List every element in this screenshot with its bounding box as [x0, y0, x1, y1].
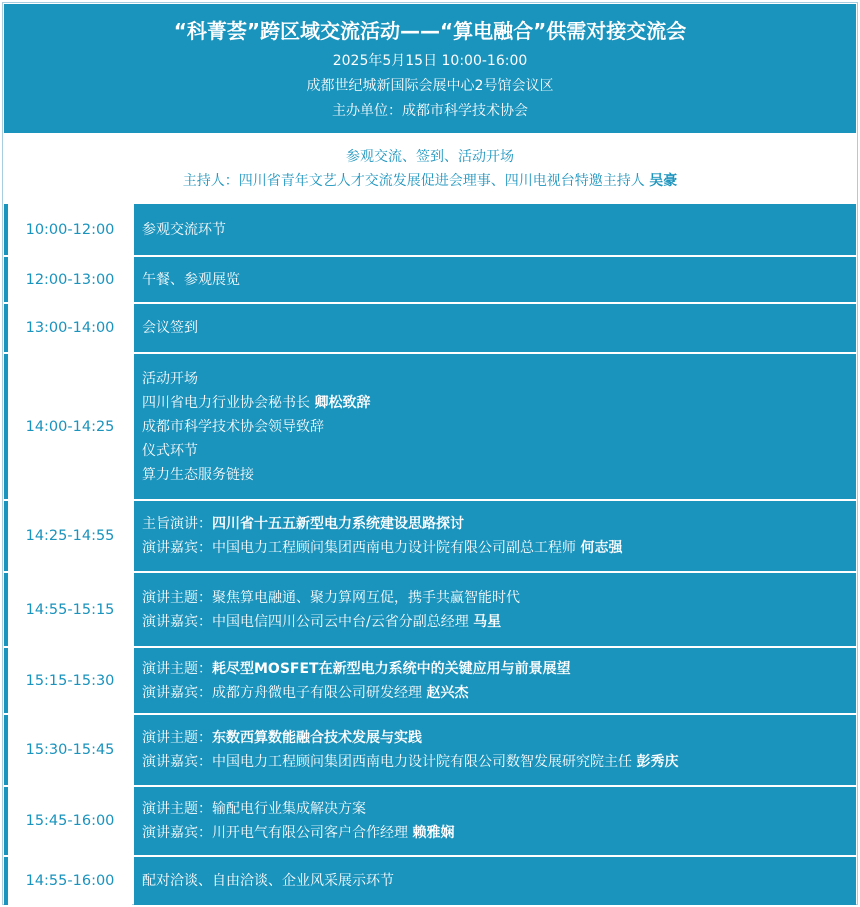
content-cell	[134, 573, 856, 646]
content-line	[142, 316, 856, 340]
content-text: 演讲主题：	[142, 660, 212, 677]
content-highlight: 四川省十五五新型电力系统建设思路探讨	[212, 516, 464, 532]
event-header	[4, 4, 856, 133]
content-highlight: 赖雅娴	[412, 825, 455, 841]
schedule-row	[4, 257, 856, 302]
content-line	[142, 797, 856, 821]
content-line	[142, 218, 856, 242]
time-cell: 14:25-14:55	[8, 501, 132, 571]
schedule-row	[4, 715, 856, 785]
content-cell	[134, 787, 856, 855]
content-cell	[134, 857, 856, 905]
time-cell: 14:55-15:15	[8, 573, 132, 646]
content-line	[142, 439, 856, 463]
content-highlight: 赵兴杰	[426, 684, 469, 701]
content-text: 午餐、参观展览	[142, 271, 240, 288]
content-text: 演讲嘉宾：中国电信四川公司云中台/云省分副总经理	[142, 613, 474, 630]
schedule-row	[4, 204, 856, 255]
content-cell	[134, 501, 856, 571]
content-text: 成都市科学技术协会领导致辞	[142, 418, 324, 435]
content-highlight: 彭秀庆	[636, 754, 679, 770]
content-cell	[134, 204, 856, 255]
event-datetime: 2025年5月15日 10:00-16:00	[332, 53, 528, 69]
time-cell: 15:30-15:45	[8, 715, 132, 785]
content-highlight: 马星	[473, 613, 502, 630]
schedule-row	[4, 354, 856, 499]
host-line	[4, 171, 856, 191]
event-title: “科菁荟”跨区域交流活动——“算电融合”供需对接交流会	[173, 19, 687, 43]
schedule-row	[4, 787, 856, 855]
content-text: 参观交流环节	[142, 221, 226, 238]
content-text: 演讲主题：聚焦算电融通、聚力算网互促，携手共赢智能时代	[142, 589, 520, 606]
content-cell	[134, 354, 856, 499]
content-line	[142, 367, 856, 391]
content-highlight: 何志强	[580, 540, 623, 556]
opening-line: 参观交流、签到、活动开场	[346, 149, 514, 165]
content-text: 四川省电力行业协会秘书长	[142, 394, 315, 411]
event-organizer: 主办单位：成都市科学技术协会	[332, 103, 528, 119]
time-cell: 13:00-14:00	[8, 304, 132, 352]
content-line	[142, 657, 856, 681]
content-text: 演讲主题：	[142, 730, 212, 746]
schedule-row	[4, 501, 856, 571]
content-line	[142, 821, 856, 845]
time-cell: 15:45-16:00	[8, 787, 132, 855]
content-cell	[134, 257, 856, 302]
content-line	[142, 681, 856, 705]
host-name: 吴豪	[649, 173, 678, 189]
schedule-row	[4, 857, 856, 905]
content-highlight: 卿松致辞	[314, 394, 371, 411]
host-label: 主持人：四川省青年文艺人才交流发展促进会理事、四川电视台特邀主持人	[182, 173, 650, 189]
content-line	[142, 610, 856, 634]
content-cell	[134, 648, 856, 713]
content-line	[142, 869, 856, 893]
content-text: 演讲主题：输配电行业集成解决方案	[142, 801, 366, 817]
content-highlight: 耗尽型MOSFET在新型电力系统中的关键应用与前景展望	[212, 660, 571, 677]
content-cell	[134, 715, 856, 785]
time-cell: 12:00-13:00	[8, 257, 132, 302]
time-cell: 14:00-14:25	[8, 354, 132, 499]
content-text: 演讲嘉宾：川开电气有限公司客户合作经理	[142, 825, 413, 841]
content-text: 演讲嘉宾：成都方舟微电子有限公司研发经理	[142, 684, 427, 701]
content-text: 演讲嘉宾：中国电力工程顾问集团西南电力设计院有限公司数智发展研究院主任	[142, 754, 637, 770]
content-line	[142, 463, 856, 487]
time-cell: 10:00-12:00	[8, 204, 132, 255]
content-cell	[134, 304, 856, 352]
content-text: 演讲嘉宾：中国电力工程顾问集团西南电力设计院有限公司副总工程师	[142, 540, 581, 556]
event-venue: 成都世纪城新国际会展中心2号馆会议区	[306, 78, 554, 94]
content-line	[142, 268, 856, 292]
schedule-row	[4, 573, 856, 646]
content-text: 仪式环节	[142, 442, 198, 459]
content-text: 活动开场	[142, 370, 198, 387]
content-highlight: 东数西算数能融合技术发展与实践	[212, 730, 422, 746]
content-line	[142, 512, 856, 536]
content-line	[142, 391, 856, 415]
time-cell: 15:15-15:30	[8, 648, 132, 713]
content-text: 会议签到	[142, 320, 198, 336]
content-line	[142, 750, 856, 774]
time-cell: 14:55-16:00	[8, 857, 132, 905]
schedule-row	[4, 648, 856, 713]
content-line	[142, 536, 856, 560]
opening-section	[4, 135, 856, 198]
content-text: 主旨演讲：	[142, 516, 212, 532]
content-text: 算力生态服务链接	[142, 466, 254, 483]
content-line	[142, 415, 856, 439]
content-line	[142, 586, 856, 610]
content-line	[142, 726, 856, 750]
schedule-row	[4, 304, 856, 352]
content-text: 配对洽谈、自由洽谈、企业风采展示环节	[142, 873, 394, 889]
